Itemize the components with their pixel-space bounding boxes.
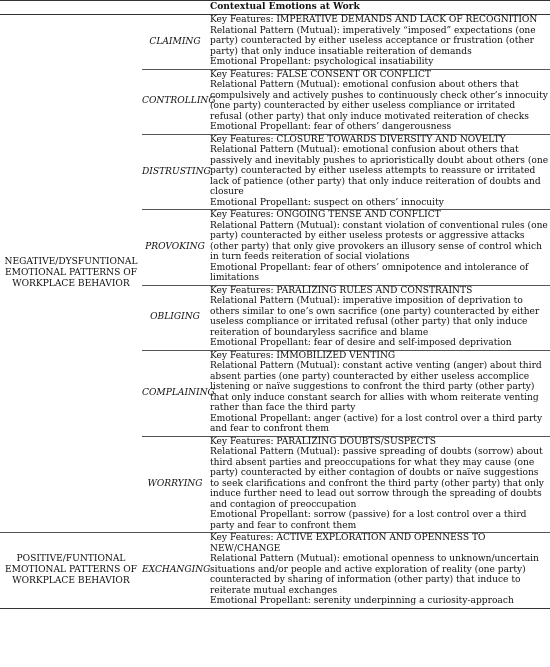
key-features-text: Key Features: PARALIZING RULES AND CONSTRAINTS: [210, 285, 473, 296]
pattern-name: OBLIGING: [142, 285, 208, 350]
pattern-name: CLAIMING: [149, 36, 201, 47]
pattern-description: [208, 285, 550, 350]
category-label: POSITIVE/FUNTIONAL EMOTIONAL PATTERNS OF WORKPLACE BEHAVIOR: [0, 533, 142, 609]
emotional-propellant-text: Emotional Propellant: serenity underpinning a curiosity-approach: [210, 596, 514, 606]
header-category: [0, 1, 142, 15]
pattern-description: [208, 350, 550, 436]
emotional-propellant-text: Emotional Propellant: fear of others’ omnipotence and intolerance of limitations: [210, 262, 529, 283]
pattern-description: [208, 436, 550, 533]
pattern-description: [208, 15, 550, 70]
relational-pattern-text: Relational Pattern (Mutual): imperative imposition of deprivation to others similar to one’s own sacrifice (one party) counteracted by either useless compliance or irritated refusal (other party) that only induce reiteration of boundaryless sacrifice and blame: [210, 296, 540, 338]
table-row: [0, 15, 550, 70]
pattern-name: WORRYING: [142, 436, 208, 533]
key-features-text: Key Features: CLOSURE TOWARDS DIVERSITY AND NOVELTY: [210, 134, 506, 145]
header-pattern: [142, 1, 208, 15]
relational-pattern-text: Relational Pattern (Mutual): constant active venting (anger) about third absent parties (one party) counteracted by either useless accomplice listening or naïve suggestions to confront the third party (other party) that only induce constant search for allies with whom reiterate venting rather than face the third party: [210, 361, 542, 413]
pattern-description: [208, 69, 550, 134]
pattern-name: PROVOKING: [142, 210, 208, 286]
emotional-propellant-text: Emotional Propellant: suspect on others’ innocuity: [210, 197, 444, 208]
key-features-text: Key Features: ONGOING TENSE AND CONFLICT: [210, 210, 441, 220]
pattern-name: CONTROLLING: [142, 69, 208, 134]
pattern-description: [208, 533, 550, 609]
emotional-propellant-text: Emotional Propellant: fear of others’ dangerousness: [210, 122, 452, 132]
key-features-text: Key Features: PARALIZING DOUBTS/SUSPECTS: [210, 436, 436, 447]
key-features-text: Key Features: FALSE CONSENT OR CONFLICT: [210, 69, 431, 80]
relational-pattern-text: Relational Pattern (Mutual): emotional openness to unknown/uncertain situations and/or people and active exploration of reality (one party) counteracted by sharing of information (other party) that induce to reiterate mutual exchanges: [210, 554, 539, 596]
table-row: [0, 533, 550, 609]
table-header-row: [0, 1, 550, 15]
emotional-propellant-text: Emotional Propellant: fear of desire and self-imposed deprivation: [210, 338, 512, 348]
pattern-name: EXCHANGING: [142, 533, 208, 609]
emotional-propellant-text: Emotional Propellant: anger (active) for a lost control over a third party and fear to confront them: [210, 413, 543, 434]
table-body: [0, 15, 550, 609]
relational-pattern-text: Relational Pattern (Mutual): imperatively “imposed” expectations (one party) counteracted by either useless acceptance or frustration (other party) that only induce insatiable reiteration of demands: [210, 25, 536, 57]
category-label: NEGATIVE/DYSFUNTIONAL EMOTIONAL PATTERNS OF WORKPLACE BEHAVIOR: [4, 257, 138, 289]
pattern-name: COMPLAINING: [142, 350, 208, 436]
relational-pattern-text: Relational Pattern (Mutual): emotional confusion about others that compulsively and actively pushes to continuously check other’s innocuity (one party) counteracted by either useless compliance or irritated refusal (other party) that only induce motivated reiteration of checks: [210, 80, 548, 122]
key-features-text: Key Features: ACTIVE EXPLORATION AND OPENNESS TO NEW/CHANGE: [210, 533, 486, 554]
header-contextual-emotions: Contextual Emotions at Work: [208, 1, 550, 15]
relational-pattern-text: Relational Pattern (Mutual): emotional confusion about others that passively and inevitably pushes to aprioristically doubt about others (one party) counteracted by either useless attempts to reassure or irritated lack of patience (other party) that only induce reiteration of doubts and closure: [210, 145, 549, 197]
pattern-name: DISTRUSTING: [142, 134, 208, 210]
emotional-propellant-text: Emotional Propellant: sorrow (passive) for a lost control over a third party and fear to confront them: [210, 510, 527, 531]
pattern-description: [208, 134, 550, 210]
key-features-text: Key Features: IMMOBILIZED VENTING: [210, 350, 396, 361]
pattern-description: [208, 210, 550, 286]
emotional-propellant-text: Emotional Propellant: psychological insatiability: [210, 57, 434, 67]
relational-pattern-text: Relational Pattern (Mutual): constant violation of conventional rules (one party) counteracted by either useless protests or aggressive attacks (other party) that only give provokers an illusory sense of control which in turn feeds reiteration of social violations: [210, 220, 548, 262]
key-features-text: Key Features: IMPERATIVE DEMANDS AND LACK OF RECOGNITION: [210, 15, 538, 25]
relational-pattern-text: Relational Pattern (Mutual): passive spreading of doubts (sorrow) about third absent parties and preoccupations for what they may cause (one party) counteracted by either contagion of doubts or naïve suggestions to seek clarifications and confront the third party (other party) that only induce further need to lead out sorrow through the spreading of doubts and contagion of preoccupation: [210, 447, 544, 510]
